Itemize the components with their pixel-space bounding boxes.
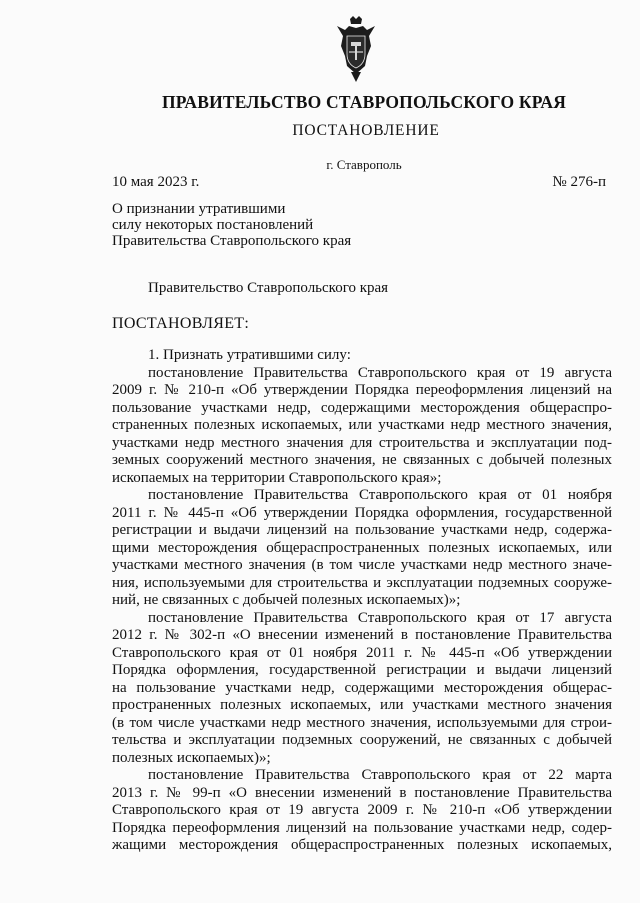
preamble: Правительство Ставропольского края	[148, 280, 389, 296]
subject-line: О признании утратившими	[112, 201, 286, 217]
body-line: регистрации и выдачи лицензий на пользование участками недр, содержа-	[112, 522, 612, 538]
body-line: постановление Правительства Ставропольского края от 01 ноября	[148, 487, 612, 503]
subject-line: силу некоторых постановлений	[112, 217, 314, 233]
body-line: Ставропольского края от 19 августа 2009 г. № 210-п «Об утверждении	[112, 802, 612, 818]
document-date: 10 мая 2023 г.	[112, 174, 200, 190]
document-subject	[112, 201, 351, 249]
city: г. Ставрополь	[326, 157, 402, 172]
document-type: ПОСТАНОВЛЕНИЕ	[292, 122, 440, 139]
body-line: участками недр местного значения для строительства и эксплуатации под-	[112, 434, 612, 451]
body-line: страненных полезных ископаемых, или участками недр местного значения,	[112, 417, 612, 433]
body-line: 2009 г. № 210-п «Об утверждении Порядка переоформления лицензий на	[112, 382, 612, 398]
decree-heading: ПОСТАНОВЛЯЕТ:	[112, 315, 250, 332]
body-line: полезных ископаемых)»;	[112, 749, 271, 766]
body-line: Порядка переоформления лицензий на пользование участками недр, содер-	[112, 819, 612, 836]
body-line: участками местного значения (в том числе участками недр местного значе-	[112, 557, 612, 573]
body-line: Ставропольского края от 01 ноября 2011 г. № 445-п «Об утверждении	[112, 644, 612, 661]
body-line: 1. Признать утратившими силу:	[148, 347, 351, 363]
body-line: пространенных полезных ископаемых, или участками местного значения	[112, 697, 612, 713]
body-line: на пользование участками недр, содержащими месторождения общерас-	[112, 679, 612, 696]
body-line: 2012 г. № 302-п «О внесении изменений в постановление Правительства	[112, 627, 612, 643]
body-line: постановление Правительства Ставропольского края от 17 августа	[148, 609, 612, 626]
body-line: Порядка оформления, государственной регистрации и выдачи лицензий	[112, 662, 612, 678]
body-line: земных сооружений местного значения, не связанных с добычей полезных	[112, 452, 612, 468]
body-line: щими месторождения общераспространенных полезных ископаемых, или	[112, 539, 612, 556]
body-line: ископаемых на территории Ставропольского края»;	[112, 469, 442, 486]
body-line: ний, не связанных с добычей полезных ископаемых)»;	[112, 592, 461, 608]
document-body	[112, 347, 612, 855]
body-line: постановление Правительства Ставропольского края от 19 августа	[148, 364, 612, 381]
government-title: ПРАВИТЕЛЬСТВО СТАВРОПОЛЬСКОГО КРАЯ	[161, 92, 567, 112]
body-line: 2013 г. № 99-п «О внесении изменений в постановление Правительства	[112, 784, 612, 801]
body-line: (в том числе участками недр местного значения, используемыми для строи-	[112, 714, 612, 731]
subject-line: Правительства Ставропольского края	[112, 233, 352, 249]
document-number: № 276-п	[552, 174, 606, 190]
body-line: ния, используемыми для строительства и эксплуатации подземных сооруже-	[112, 574, 612, 591]
body-line: жащими месторождения общераспространенных полезных ископаемых,	[112, 837, 612, 853]
body-line: постановление Правительства Ставропольского края от 22 марта	[148, 767, 612, 783]
body-line: 2011 г. № 445-п «Об утверждении Порядка оформления, государственной	[112, 504, 612, 521]
body-line: тельства и эксплуатации подземных сооружений, не связанных с добычей	[112, 732, 612, 748]
body-line: пользование участками недр, содержащими месторождения общераспро-	[112, 399, 612, 416]
coat-of-arms-icon	[333, 16, 379, 82]
